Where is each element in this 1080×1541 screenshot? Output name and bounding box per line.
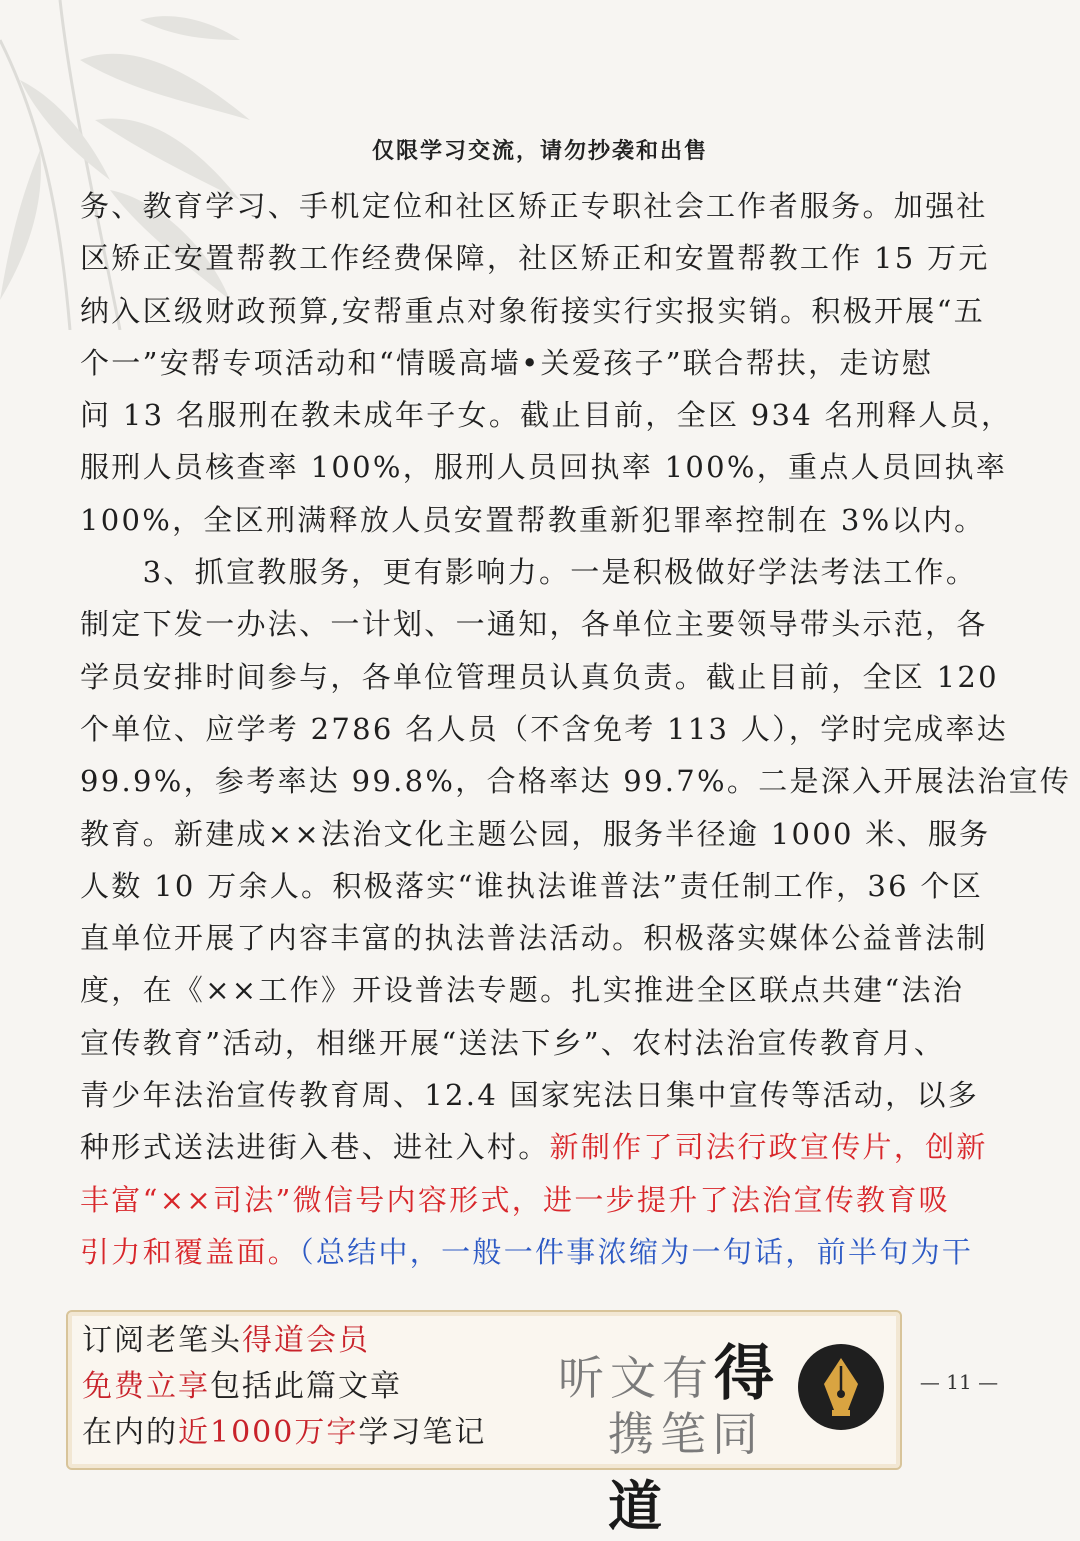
banner-text-segment: 学习笔记 [358,1415,487,1450]
text-line: 个一”安帮专项活动和“情暖高墙•关爱孩子”联合帮扶，走访慰 [80,345,934,380]
text-line: 学员安排时间参与，各单位管理员认真负责。截止目前，全区 120 [80,659,999,694]
banner-row [82,1410,552,1456]
text-line: 个单位、应学考 2786 名人员（不含免考 113 人），学时完成率达 [80,711,1009,746]
text-line [80,1121,1002,1173]
slogan-emphasis: 道 [608,1474,668,1538]
slogan-text: 听文有 [558,1351,714,1405]
banner-slogan [538,1312,818,1538]
banner-text-segment: 订阅老笔头 [82,1323,242,1358]
highlight-red: 新制作了司法行政宣传片，创新 [549,1130,988,1165]
section-heading-line: 3、抓宣教服务，更有影响力。一是积极做好学法考法工作。 [80,555,978,590]
text-line: 区矫正安置帮教工作经费保障，社区矫正和安置帮教工作 15 万元 [80,241,990,276]
slogan-line-2 [608,1398,818,1541]
annotation-blue: （总结中，一般一件事浓缩为一句话，前半句为干 [299,1234,974,1269]
text-line [80,1226,1002,1278]
text-line: 务、教育学习、手机定位和社区矫正专职社会工作者服务。加强社 [80,189,988,223]
text-line: 纳入区级财政预算,安帮重点对象衔接实行实报实销。积极开展“五 [80,293,986,328]
text-line: 人数 10 万余人。积极落实“谁执法谁普法”责任制工作，36 个区 [80,868,984,903]
text-line: 制定下发一办法、一计划、一通知，各单位主要领导带头示范，各 [80,607,988,642]
text-line [80,1174,1002,1226]
text-line: 100%，全区刑满释放人员安置帮教重新犯罪率控制在 3%以内。 [80,502,986,537]
subscription-banner[interactable] [66,1310,902,1538]
text-segment: 种形式送法进街入巷、进社入村。 [80,1130,550,1165]
highlight-red: 丰富“××司法”微信号内容形式，进一步提升了法治宣传教育吸 [80,1182,950,1217]
text-line: 教育。新建成××法治文化主题公园，服务半径逾 1000 米、服务 [80,816,991,851]
text-line: 直单位开展了内容丰富的执法普法活动。积极落实媒体公益普法制 [80,921,988,956]
banner-text-segment: 包括此篇文章 [210,1369,402,1404]
banner-highlight: 近1000万字 [178,1415,359,1450]
slogan-text: 携笔同 [608,1407,764,1461]
slogan-emphasis: 得 [714,1339,780,1409]
text-line: 99.9%，参考率达 99.8%，合格率达 99.7%。二是深入开展法治宣传 [80,764,1072,799]
banner-highlight: 得道会员 [242,1323,370,1358]
page-header: 仅限学习交流，请勿抄袭和出售 [371,138,708,164]
banner-row [82,1318,552,1364]
pen-nib-logo-icon [796,1342,886,1432]
banner-row [82,1364,552,1410]
text-line: 问 13 名服刑在教未成年子女。截止目前，全区 934 名刑释人员， [80,398,1013,433]
highlight-red: 引力和覆盖面。 [80,1234,300,1269]
banner-text-segment: 在内的 [82,1415,178,1450]
text-line: 宣传教育”活动，相继开展“送法下乡”、农村法治宣传教育月、 [80,1025,946,1060]
banner-highlight: 免费立享 [82,1369,210,1404]
body-text [80,180,1072,1278]
text-line: 度，在《××工作》开设普法专题。扎实推进全区联点共建“法治 [80,973,965,1008]
text-line: 青少年法治宣传教育周、12.4 国家宪法日集中宣传等活动，以多 [80,1078,980,1113]
text-line: 服刑人员核查率 100%，服刑人员回执率 100%，重点人员回执率 [80,450,1008,485]
page-number: — 11 — [919,1370,999,1394]
banner-text [82,1318,552,1456]
